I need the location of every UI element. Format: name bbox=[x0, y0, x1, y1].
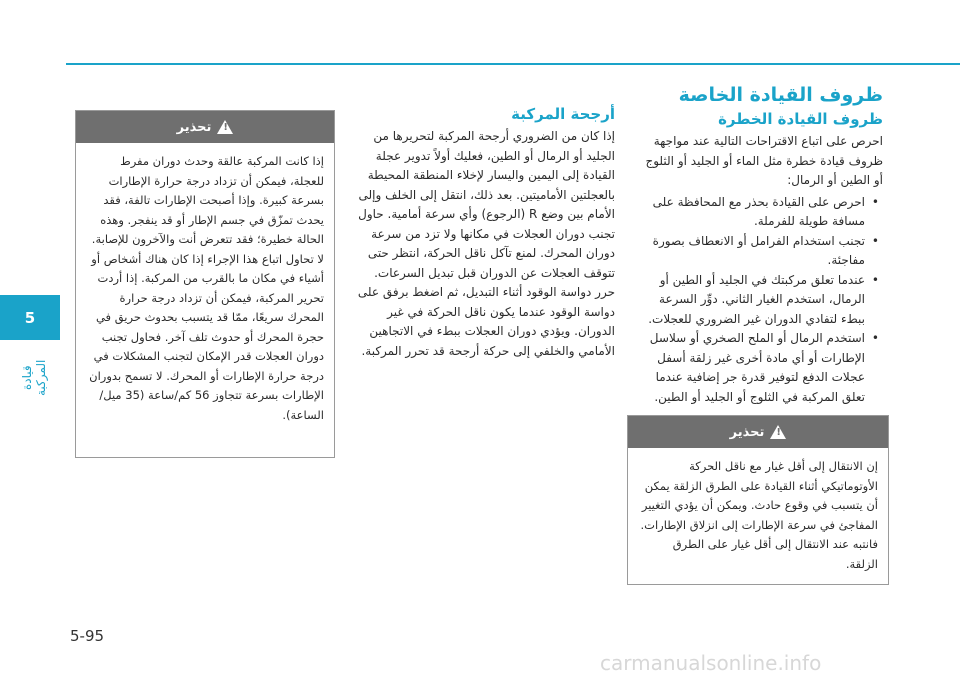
list-item: • عندما تعلق مركبتك في الجليد أو الطين أو الرمال، استخدم الغيار الثاني. دوِّر السرعة ببطء لتفادي الدوران غير الضروري للعجلات. bbox=[635, 271, 883, 330]
middle-column bbox=[352, 105, 615, 361]
warning-triangle-icon: ! bbox=[217, 120, 233, 134]
warning-triangle-icon: ! bbox=[770, 425, 786, 439]
warning-text: إن الانتقال إلى أقل غيار مع ناقل الحركة الأوتوماتيكي أثناء القيادة على الطرق الزلقة يمكن أن يتسبب في وقوع حادث. ويمكن أن يؤدي التغيير المفاجئ في سرعة الإطارات إلى انزلاق الإطارات. فانتبه عند الانتقال إلى أقل غيار على الطرق الزلقة. bbox=[640, 459, 878, 571]
list-item: • احرص على القيادة بحذر مع المحافظة على مسافة طويلة للفرملة. bbox=[635, 193, 883, 232]
chapter-label: قيادة المركبة bbox=[20, 359, 48, 397]
chapter-tab: 5 bbox=[0, 295, 60, 340]
section-title-rocking: أرجحة المركبة bbox=[511, 105, 615, 123]
hazard-intro: احرص على اتباع الاقتراحات التالية عند مواجهة ظروف قيادة خطرة مثل الماء أو الجليد أو الثلوج أو الطين أو الرمال: bbox=[645, 134, 883, 187]
list-item: • استخدم الرمال أو الملح الصخري أو سلاسل الإطارات أو أي مادة أخرى غير زلقة أسفل عجلات الدفع لتوفير قدرة جر إضافية عندما تعلق المركبة في الثلوج أو الجليد أو الطين. bbox=[635, 329, 883, 407]
list-item: • تجنب استخدام الفرامل أو الانعطاف بصورة مفاجئة. bbox=[635, 232, 883, 271]
page-number: 5-95 bbox=[70, 627, 105, 645]
top-divider bbox=[66, 63, 960, 65]
page-title: ظروف القيادة الخاصة bbox=[678, 84, 883, 106]
warning-heading: تحذير bbox=[176, 119, 212, 135]
warning-header bbox=[628, 416, 888, 448]
warning-text: إذا كانت المركبة عالقة وحدث دوران مفرط للعجلة، فيمكن أن تزداد درجة حرارة الإطارات بسرعة كبيرة. وإذا أصبحت الإطارات تالفة، فقد يحدث تمزّق في جسم الإطار أو قد ينفجر. وهذه الحالة خطيرة؛ فقد تتعرض أنت والآخرون للإصابة. لا تحاول اتباع هذا الإجراء إذا كان هناك أشخاص أو أشياء في مكان ما بالقرب من المركبة. إذا أردت تحرير المركبة، فيمكن أن تزداد درجة حرارة المحرك سريعًا، ممّا قد يتسبب بحدوث حريق في حجرة المحرك أو حدوث تلف آخر. فحاول تجنب دوران العجلات قدر الإمكان لتجنب المشكلات في درجة حرارة الإطارات أو المحرك. لا تسمح بدوران الإطارات بسرعة تتجاوز 56 كم/ساعة (35 ميل/الساعة). bbox=[89, 154, 324, 422]
rocking-text: إذا كان من الضروري أرجحة المركبة لتحريرها من الجليد أو الرمال أو الطين، فعليك أولاً تدوير عجلة القيادة إلى اليمين واليسار لإخلاء المنطقة المحيطة بالعجلتين الأماميتين. بعد ذلك، انتقل إلى الخلف وإلى الأمام بين وضع R (الرجوع) وأي سرعة أمامية. حاول تجنب دوران العجلات في مكانها ولا تزد من سرعة دوران المحرك. لمنع تآكل ناقل الحركة، انتظر حتى تتوقف العجلات عن الدوران قبل تبديل السرعات. حرر دواسة الوقود أثناء التبديل، ثم اضغط برفق على دواسة الوقود عندما يكون ناقل الحركة في غير الدوران. ويؤدي دوران العجلات ببطء في الاتجاهين الأمامي والخلفي إلى حركة أرجحة قد تحرر المركبة. bbox=[357, 129, 615, 358]
warning-header bbox=[76, 111, 334, 143]
warning-box-tire-spin bbox=[75, 110, 335, 458]
warning-box-downshift bbox=[627, 415, 889, 585]
right-column bbox=[635, 84, 883, 407]
watermark: carmanualsonline.info bbox=[600, 651, 822, 675]
section-title-hazard: ظروف القيادة الخطرة bbox=[718, 110, 883, 128]
hazard-bullet-list bbox=[635, 193, 883, 408]
warning-heading: تحذير bbox=[729, 424, 765, 440]
